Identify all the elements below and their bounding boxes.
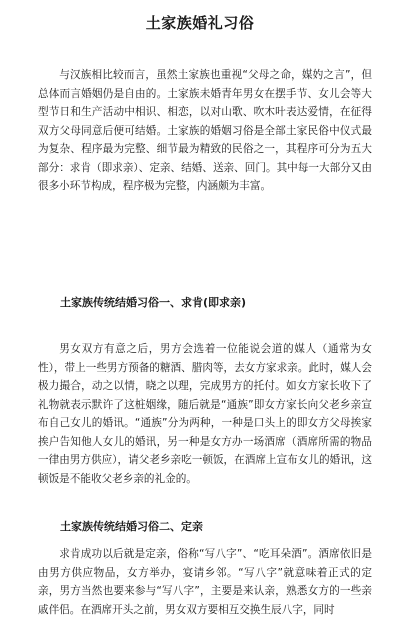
section-heading-engagement: 土家族传统结婚习俗二、定亲: [60, 520, 203, 533]
page-title: 土家族婚礼习俗: [145, 14, 255, 32]
section-body-proposal: 男女双方有意之后，男方会选着一位能说会道的媒人（通常为女性），带上一些男方预备的糖酒、腊肉等，去女方家求亲。此时，媒人会极力撮合，动之以情，晓之以理，完成男方的托付。如女方家长收下了礼物就表示默许了这桩姻缘，随后就是“通族”即女方家长向父老乡亲宣布自己女儿的婚讯。“通族”分为两种，一种是口头上的即女方父母挨家挨户告知他人女儿的婚讯，另一种是女方办一场酒席（酒席所需的物品一律由男方供应），请父老乡亲吃一顿饭，在酒席上宣布女儿的婚讯，这顿饭是不能收父老乡亲的礼金的。: [38, 343, 372, 485]
intro-paragraph: 与汉族相比较而言，虽然土家族也重视“父母之命，媒妁之言”，但总体而言婚姻仍是自由的。土家族未婚青年男女在摆手节、女儿会等大型节日和生产活动中相识、相恋，以对山歌、吹木叶表达爱情，在征得双方父母同意后便可结婚。土家族的婚姻习俗是全部土家民俗中仪式最为复杂、程序最为完整、细节最为精致的民俗之一，其程序可分为五大部分：求肯（即求亲）、定亲、结婚、送亲、回门。其中每一大部分又由很多小环节构成，程序极为完整，内涵颇为丰富。: [38, 69, 372, 192]
section-body-engagement: 求肯成功以后就是定亲，俗称“写八字”、“吃耳朵酒”。酒席依旧是由男方供应物品，女方举办，宴请乡邻。“写八字”就意味着正式的定亲，男方当然也要来参与“写八字”，主要是来认亲，熟悉女方的一些亲戚伴侣。在酒席开头之前，男女双方要相互交换生辰八字，同时: [38, 548, 372, 616]
section-heading-proposal: 土家族传统结婚习俗一、求肯(即求亲): [60, 296, 247, 309]
